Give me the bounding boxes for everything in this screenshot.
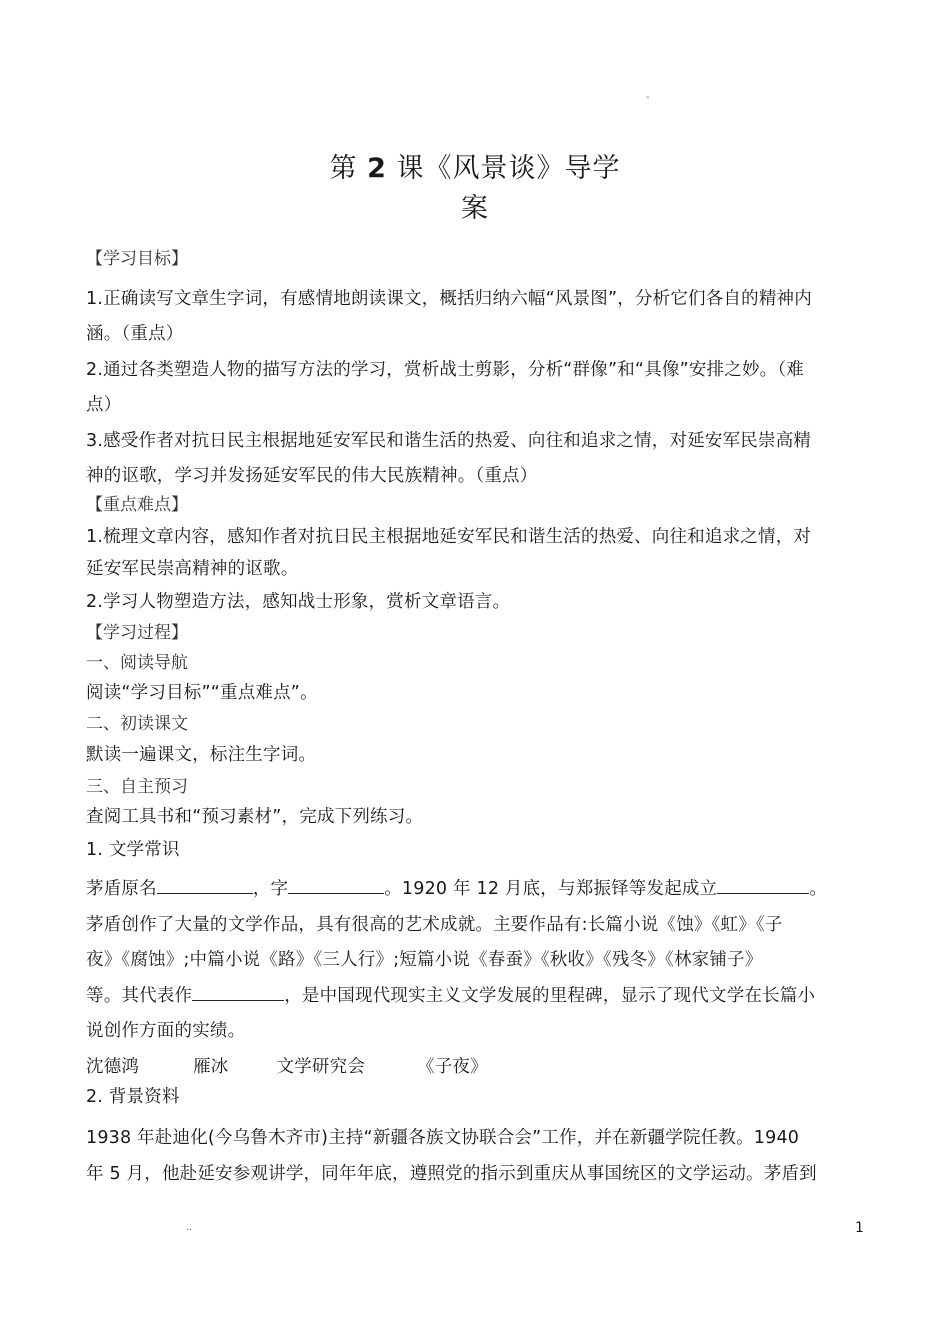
answer-2: 雁冰 — [193, 1057, 229, 1077]
step3-heading: 三、自主预习 — [86, 777, 188, 797]
answer-1: 沈德鸿 — [86, 1057, 140, 1077]
q2-line-2: 年 5 月，他赴延安参观讲学，同年年底，遵照党的指示到重庆从事国统区的文学运动。茅盾到 — [86, 1164, 817, 1184]
q1-line-1 — [86, 875, 827, 900]
step1-heading: 一、阅读导航 — [86, 653, 188, 673]
answer-line — [86, 1053, 488, 1078]
answer-3: 文学研究会 — [276, 1057, 366, 1077]
objective-1-line-2: 涵。（重点） — [86, 324, 184, 344]
step3-text: 查阅工具书和“预习素材”，完成下列练习。 — [86, 807, 424, 827]
q1-line-2: 茅盾创作了大量的文学作品，具有很高的艺术成就。主要作品有:长篇小说《蚀》《虹》《子 — [86, 915, 783, 935]
step2-heading: 二、初读课文 — [86, 714, 188, 734]
title-post: 课《风景谈》导学 — [396, 153, 621, 184]
q2-line-1: 1938 年赴迪化(今乌鲁木齐市)主持“新疆各族文协联合会”工作，并在新疆学院任教。1940 — [86, 1128, 800, 1148]
blank-society[interactable] — [717, 875, 809, 894]
q1-text-l4b: ，是中国现代现实主义文学发展的里程碑，显示了现代文学在长篇小 — [284, 986, 816, 1006]
title-number: 2 — [367, 153, 387, 184]
page-title — [0, 146, 950, 185]
objective-1-line-1: 1.正确读写文章生字词，有感情地朗读课文，概括归纳六幅“风景图”，分析它们各自的精神内 — [86, 289, 812, 309]
objective-3-line-1: 3.感受作者对抗日民主根据地延安军民和谐生活的热爱、向往和追求之情，对延安军民崇高精 — [86, 431, 812, 451]
keypoints-heading: 【重点难点】 — [86, 495, 188, 515]
q1-line-5: 说创作方面的实绩。 — [86, 1021, 246, 1041]
q1-text-c: 。1920 年 12 月底，与郑振铎等发起成立 — [384, 879, 718, 899]
title-pre: 第 — [329, 153, 358, 184]
step1-text: 阅读“学习目标”“重点难点”。 — [86, 683, 318, 703]
objective-2-line-1: 2.通过各类塑造人物的描写方法的学习，赏析战士剪影，分析“群像”和“具像”安排之妙。（难 — [86, 360, 805, 380]
q1-heading: 1. 文学常识 — [86, 840, 180, 860]
q2-heading: 2. 背景资料 — [86, 1087, 180, 1107]
blank-original-name[interactable] — [157, 875, 253, 894]
header-mark: - — [646, 92, 650, 103]
q1-text-a: 茅盾原名 — [86, 879, 157, 899]
page-title-line2: 案 — [461, 193, 489, 224]
keypoint-1-line-1: 1.梳理文章内容，感知作者对抗日民主根据地延安军民和谐生活的热爱、向往和追求之情，对 — [86, 527, 812, 547]
answer-4: 《子夜》 — [417, 1057, 488, 1077]
objective-2-line-2: 点） — [86, 395, 122, 415]
keypoint-2: 2.学习人物塑造方法，感知战士形象，赏析文章语言。 — [86, 592, 511, 612]
keypoint-1-line-2: 延安军民崇高精神的讴歌。 — [86, 559, 299, 579]
footer-mark: .. — [186, 1222, 193, 1233]
blank-masterpiece[interactable] — [192, 982, 284, 1001]
objective-3-line-2: 神的讴歌，学习并发扬延安军民的伟大民族精神。（重点） — [86, 466, 538, 486]
q1-text-b: ，字 — [252, 879, 289, 899]
q1-text-d: 。 — [809, 879, 828, 899]
blank-courtesy-name[interactable] — [288, 875, 384, 894]
q1-line-4 — [86, 982, 815, 1007]
q1-line-3: 夜》《腐蚀》;中篇小说《路》《三人行》;短篇小说《春蚕》《秋收》《残冬》《林家铺子》 — [86, 950, 763, 970]
page-number: 1 — [855, 1220, 864, 1236]
step2-text: 默读一遍课文，标注生字词。 — [86, 745, 317, 765]
process-heading: 【学习过程】 — [86, 623, 188, 643]
objectives-heading: 【学习目标】 — [86, 249, 188, 269]
q1-text-l4a: 等。其代表作 — [86, 986, 193, 1006]
